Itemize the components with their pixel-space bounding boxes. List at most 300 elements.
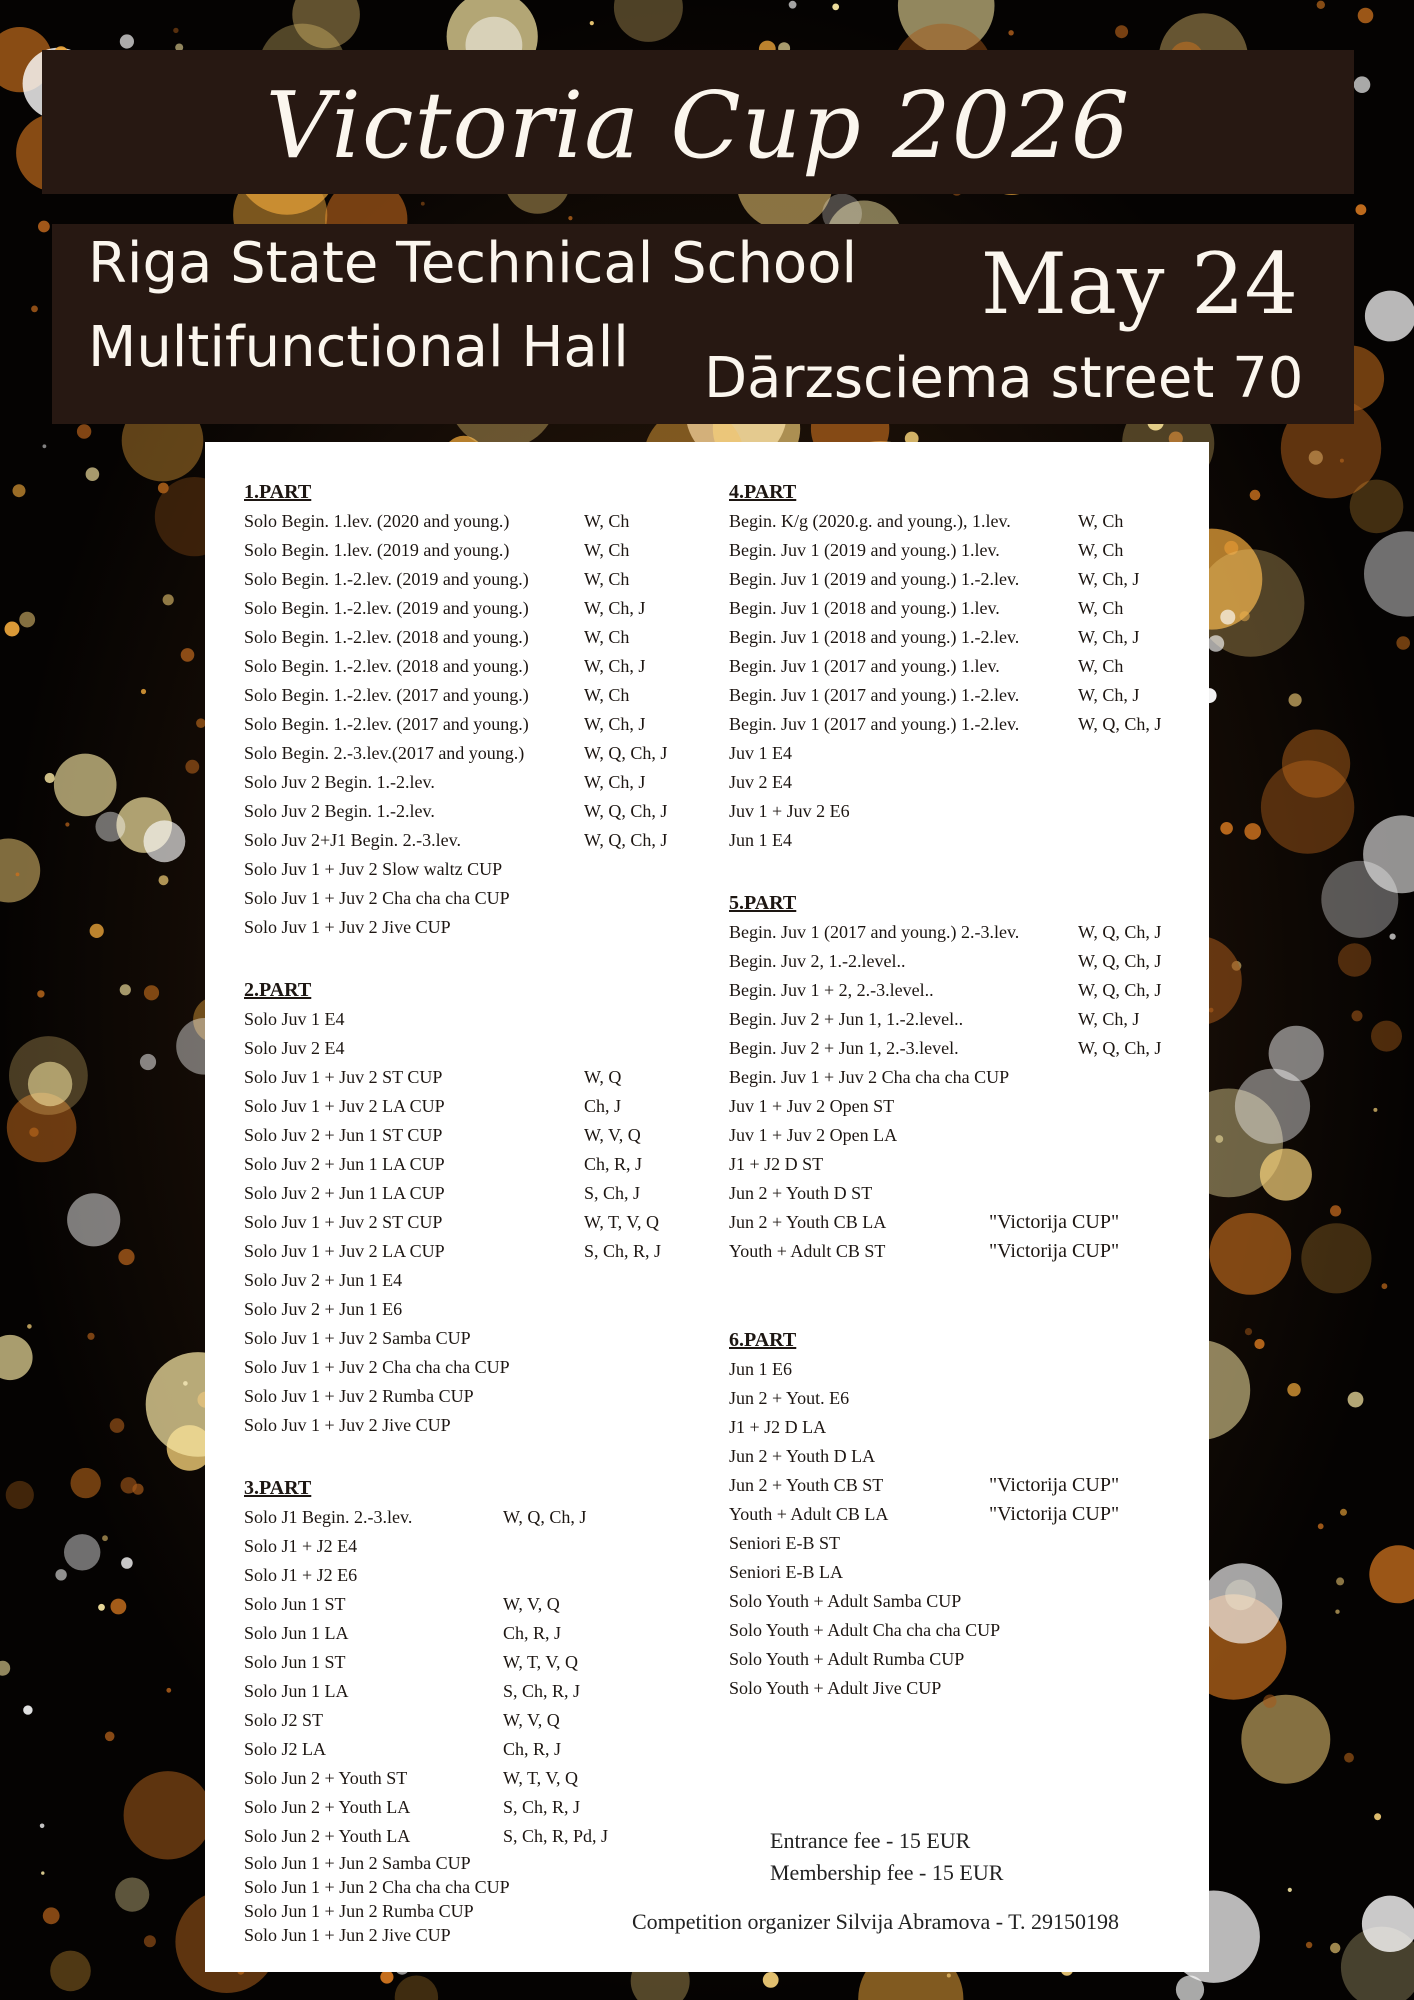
category-row — [729, 1558, 1189, 1587]
bokeh-dot — [1335, 1610, 1339, 1614]
category-name: Solo Juv 1 + Juv 2 ST CUP — [244, 1212, 443, 1232]
bokeh-dot — [1390, 934, 1396, 940]
category-name: Solo Begin. 1.-2.lev. (2017 and young.) — [244, 714, 529, 734]
category-dances: W, V, Q — [584, 1125, 641, 1145]
category-dances: Ch, R, J — [503, 1623, 562, 1643]
category-name: Solo J2 LA — [244, 1739, 327, 1759]
category-dances: S, Ch, R, Pd, J — [503, 1826, 609, 1846]
category-row — [244, 681, 684, 710]
category-row — [244, 1353, 684, 1382]
event-title: Victoria Cup 2026 — [265, 72, 1131, 179]
category-name: Solo Jun 1 ST — [244, 1594, 346, 1614]
category-dances: W, Ch — [1078, 540, 1124, 560]
category-dances: W, Q, Ch, J — [584, 743, 668, 763]
bokeh-dot — [19, 612, 35, 628]
category-name: Begin. Juv 1 (2017 and young.) 2.-3.lev. — [729, 922, 1020, 942]
category-name: Begin. Juv 1 (2019 and young.) 1.-2.lev. — [729, 569, 1020, 589]
category-name: Solo Juv 1 + Juv 2 LA CUP — [244, 1241, 445, 1261]
category-name: Solo Juv 1 + Juv 2 Jive CUP — [244, 1415, 451, 1435]
category-row — [244, 1034, 684, 1063]
part-section — [244, 1474, 684, 1947]
category-row — [244, 623, 684, 652]
category-name: Jun 1 E4 — [729, 830, 792, 850]
bokeh-dot — [1202, 1563, 1282, 1643]
spacer — [244, 942, 684, 976]
category-row — [729, 739, 1189, 768]
category-dances: W, T, V, Q — [503, 1768, 579, 1788]
bokeh-dot — [1354, 76, 1371, 93]
bokeh-dot — [1244, 823, 1261, 840]
category-row — [244, 1150, 684, 1179]
category-name: Solo Begin. 1.-2.lev. (2017 and young.) — [244, 685, 529, 705]
category-row — [729, 1179, 1189, 1208]
venue-banner — [52, 224, 1354, 424]
category-name: Solo Youth + Adult Jive CUP — [729, 1678, 942, 1698]
bokeh-dot — [568, 216, 572, 220]
bokeh-dot — [1245, 1328, 1252, 1335]
category-dances: W, Ch — [584, 685, 630, 705]
bokeh-dot — [1350, 480, 1404, 534]
category-name: Solo Juv 2+J1 Begin. 2.-3.lev. — [244, 830, 461, 850]
category-row — [729, 1384, 1189, 1413]
category-dances: W, Ch — [584, 627, 630, 647]
category-name: Begin. Juv 2 + Jun 1, 1.-2.level.. — [729, 1009, 964, 1029]
category-row — [729, 594, 1189, 623]
category-row — [729, 1092, 1189, 1121]
bokeh-dot — [1371, 1021, 1402, 1052]
category-dances: W, Ch, J — [584, 598, 646, 618]
bokeh-dot — [29, 1128, 38, 1137]
category-name: J1 + J2 D LA — [729, 1417, 827, 1437]
category-name: Begin. Juv 1 (2017 and young.) 1.lev. — [729, 656, 1000, 676]
category-row — [244, 855, 684, 884]
bokeh-dot — [1352, 1010, 1363, 1021]
category-name: Solo Begin. 2.-3.lev.(2017 and young.) — [244, 743, 525, 763]
bokeh-dot — [163, 594, 174, 605]
category-row — [244, 1411, 684, 1440]
part-section — [729, 478, 1189, 855]
category-name: Solo Jun 1 ST — [244, 1652, 346, 1672]
bokeh-dot — [13, 484, 26, 497]
category-dances: W, Q, Ch, J — [1078, 951, 1162, 971]
category-dances: S, Ch, R, J — [503, 1797, 581, 1817]
category-name: Solo Jun 2 + Youth LA — [244, 1797, 411, 1817]
category-name: Solo Jun 2 + Youth LA — [244, 1826, 411, 1846]
bokeh-dot — [166, 1688, 171, 1693]
category-row — [244, 1295, 684, 1324]
part-title: 1.PART — [244, 481, 312, 503]
category-name: Solo Juv 1 + Juv 2 Cha cha cha CUP — [244, 1357, 510, 1377]
category-name: Jun 2 + Youth CB ST — [729, 1475, 884, 1495]
bokeh-dot — [421, 202, 425, 206]
category-row — [244, 739, 684, 768]
bokeh-dot — [1330, 1205, 1341, 1216]
bokeh-dot — [71, 1468, 101, 1498]
category-row — [729, 652, 1189, 681]
bokeh-dot — [1382, 1283, 1388, 1289]
bokeh-dot — [102, 1535, 108, 1541]
bokeh-dot — [1344, 1753, 1354, 1763]
category-row — [244, 1764, 684, 1793]
category-row — [729, 947, 1189, 976]
category-row — [244, 1237, 684, 1266]
category-name: Solo Begin. 1.lev. (2019 and young.) — [244, 540, 510, 560]
bokeh-dot — [65, 822, 69, 826]
title-banner — [42, 50, 1354, 194]
bokeh-dot — [110, 1418, 125, 1433]
category-row — [729, 768, 1189, 797]
category-name: Youth + Adult CB ST — [729, 1241, 886, 1261]
bokeh-dot — [1220, 822, 1233, 835]
venue-hall: Multifunctional Hall — [88, 315, 629, 380]
category-name: Begin. K/g (2020.g. and young.), 1.lev. — [729, 511, 1011, 531]
venue-address: Dārzsciema street 70 — [704, 346, 1304, 411]
category-name: Solo Jun 1 + Jun 2 Jive CUP — [244, 1925, 451, 1945]
category-name: Solo Juv 1 + Juv 2 Samba CUP — [244, 1328, 471, 1348]
category-name: Jun 2 + Youth D LA — [729, 1446, 876, 1466]
category-name: Begin. Juv 1 (2017 and young.) 1.-2.lev. — [729, 685, 1020, 705]
category-dances: W, Ch, J — [584, 772, 646, 792]
bokeh-dot — [64, 1534, 100, 1570]
bokeh-dot — [1330, 1943, 1340, 1953]
category-row — [729, 1471, 1189, 1500]
bokeh-dot — [1340, 1509, 1347, 1516]
category-name: Solo Juv 2 Begin. 1.-2.lev. — [244, 772, 435, 792]
category-row — [244, 768, 684, 797]
category-name: Solo Youth + Adult Samba CUP — [729, 1591, 962, 1611]
part-title: 3.PART — [244, 1477, 312, 1499]
schedule-column-right — [729, 478, 1189, 1703]
category-name: Solo Begin. 1.-2.lev. (2018 and young.) — [244, 627, 529, 647]
category-name: Solo Jun 1 LA — [244, 1623, 349, 1643]
category-name: Solo Juv 2 E4 — [244, 1038, 345, 1058]
bokeh-dot — [37, 990, 44, 997]
category-name: Solo Juv 1 + Juv 2 Rumba CUP — [244, 1386, 474, 1406]
category-dances: "Victorija CUP" — [989, 1474, 1120, 1496]
category-row — [244, 826, 684, 855]
bokeh-dot — [98, 1604, 105, 1611]
bokeh-dot — [1373, 1108, 1377, 1112]
category-dances: W, Q, Ch, J — [584, 801, 668, 821]
category-name: Begin. Juv 1 (2018 and young.) 1.-2.lev. — [729, 627, 1020, 647]
category-row — [244, 1179, 684, 1208]
bokeh-dot — [789, 1, 797, 9]
bokeh-dot — [1209, 1213, 1291, 1295]
bokeh-dot — [1288, 1888, 1292, 1892]
bokeh-dot — [1301, 1223, 1371, 1293]
bokeh-dot — [1250, 490, 1261, 501]
part-title: 6.PART — [729, 1329, 797, 1351]
bokeh-dot — [50, 1951, 91, 1992]
category-row — [729, 826, 1189, 855]
bokeh-dot — [87, 1333, 94, 1340]
bokeh-dot — [1338, 943, 1371, 976]
category-dances: W, Ch — [584, 511, 630, 531]
category-name: Solo Jun 1 + Jun 2 Cha cha cha CUP — [244, 1877, 510, 1897]
category-row — [729, 1237, 1189, 1266]
category-row — [729, 1005, 1189, 1034]
bokeh-dot — [1358, 8, 1374, 24]
bokeh-dot — [1396, 636, 1410, 650]
entrance-fee: Entrance fee - 15 EUR — [770, 1828, 971, 1853]
category-name: Begin. Juv 1 + 2, 2.-3.level.. — [729, 980, 934, 1000]
category-row — [729, 1063, 1189, 1092]
bokeh-dot — [1321, 861, 1398, 938]
bokeh-dot — [40, 1824, 45, 1829]
bokeh-dot — [1282, 730, 1350, 798]
category-dances: W, V, Q — [503, 1594, 560, 1614]
category-row — [729, 1442, 1189, 1471]
bokeh-dot — [28, 1062, 72, 1106]
category-name: Solo Jun 2 + Youth ST — [244, 1768, 408, 1788]
part-title: 2.PART — [244, 979, 312, 1001]
category-dances: W, Ch, J — [1078, 1009, 1140, 1029]
category-name: Solo Juv 1 + Juv 2 ST CUP — [244, 1067, 443, 1087]
category-name: Solo Jun 1 LA — [244, 1681, 349, 1701]
category-name: J1 + J2 D ST — [729, 1154, 824, 1174]
category-name: Solo Juv 2 + Jun 1 ST CUP — [244, 1125, 443, 1145]
bokeh-dot — [185, 760, 199, 774]
category-name: Juv 1 + Juv 2 Open ST — [729, 1096, 895, 1116]
bokeh-dot — [1235, 1069, 1310, 1144]
category-dances: W, Q — [584, 1067, 622, 1087]
category-dances: Ch, R, J — [503, 1739, 562, 1759]
category-name: Solo J1 Begin. 2.-3.lev. — [244, 1507, 413, 1527]
category-name: Solo Begin. 1.-2.lev. (2019 and young.) — [244, 598, 529, 618]
category-dances: W, Ch, J — [1078, 627, 1140, 647]
category-dances: W, Q, Ch, J — [584, 830, 668, 850]
bokeh-dot — [1115, 25, 1128, 38]
category-name: Solo Juv 1 + Juv 2 Slow waltz CUP — [244, 859, 503, 879]
category-row — [244, 1648, 684, 1677]
category-name: Solo J1 + J2 E4 — [244, 1536, 358, 1556]
category-name: Solo Youth + Adult Cha cha cha CUP — [729, 1620, 1001, 1640]
bokeh-dot — [124, 1771, 212, 1859]
category-row — [729, 1529, 1189, 1558]
category-row — [729, 1208, 1189, 1237]
bokeh-dot — [159, 875, 169, 885]
category-name: Solo Youth + Adult Rumba CUP — [729, 1649, 965, 1669]
bokeh-dot — [54, 754, 117, 817]
category-name: Solo Juv 2 + Jun 1 E6 — [244, 1299, 403, 1319]
category-name: Solo Juv 1 E4 — [244, 1009, 345, 1029]
category-name: Solo Juv 1 + Juv 2 LA CUP — [244, 1096, 445, 1116]
category-dances: S, Ch, R, J — [503, 1681, 581, 1701]
category-name: Juv 1 E4 — [729, 743, 792, 763]
category-row — [244, 1677, 684, 1706]
category-name: Begin. Juv 2, 1.-2.level.. — [729, 951, 906, 971]
bokeh-dot — [45, 773, 55, 783]
category-dances: W, Q, Ch, J — [1078, 714, 1162, 734]
bokeh-dot — [181, 648, 195, 662]
category-row — [729, 1587, 1189, 1616]
category-name: Solo Juv 2 + Jun 1 LA CUP — [244, 1183, 445, 1203]
category-row — [729, 1121, 1189, 1150]
category-name: Solo Jun 1 + Jun 2 Rumba CUP — [244, 1901, 474, 1921]
category-row — [244, 797, 684, 826]
category-name: Jun 2 + Youth CB LA — [729, 1212, 887, 1232]
category-row — [729, 536, 1189, 565]
bokeh-dot — [86, 467, 100, 481]
category-name: Begin. Juv 1 + Juv 2 Cha cha cha CUP — [729, 1067, 1010, 1087]
category-name: Solo J1 + J2 E6 — [244, 1565, 358, 1585]
category-row — [729, 1674, 1189, 1703]
bokeh-dot — [380, 1970, 393, 1983]
bokeh-dot — [763, 1972, 779, 1988]
bokeh-dot — [41, 1871, 44, 1874]
category-dances: W, Ch, J — [1078, 685, 1140, 705]
category-dances: W, Ch — [584, 540, 630, 560]
bokeh-dot — [121, 1557, 133, 1569]
category-dances: W, Ch — [1078, 656, 1124, 676]
bokeh-dot — [590, 21, 594, 25]
category-dances: S, Ch, J — [584, 1183, 641, 1203]
category-name: Solo Jun 1 + Jun 2 Samba CUP — [244, 1853, 471, 1873]
part-section — [244, 976, 684, 1440]
bokeh-dot — [832, 4, 839, 11]
category-dances: "Victorija CUP" — [989, 1211, 1120, 1233]
bokeh-dot — [120, 984, 131, 995]
spacer — [244, 1440, 684, 1474]
bokeh-dot — [1365, 291, 1414, 342]
category-dances: W, Ch, J — [1078, 569, 1140, 589]
category-name: Seniori E-B ST — [729, 1533, 840, 1553]
category-row — [244, 1561, 684, 1590]
bokeh-dot — [55, 1569, 66, 1580]
category-row — [244, 1793, 684, 1822]
category-dances: S, Ch, R, J — [584, 1241, 662, 1261]
category-row — [244, 1590, 684, 1619]
bokeh-dot — [43, 444, 47, 448]
category-dances: W, Q, Ch, J — [503, 1507, 587, 1527]
category-name: Solo Begin. 1.lev. (2020 and young.) — [244, 511, 510, 531]
category-row — [729, 1150, 1189, 1179]
bokeh-dot — [1287, 1383, 1300, 1396]
category-row — [729, 1413, 1189, 1442]
bokeh-dot — [1336, 1577, 1344, 1585]
category-row — [244, 884, 684, 913]
category-row — [244, 1063, 684, 1092]
category-name: Solo Juv 1 + Juv 2 Cha cha cha CUP — [244, 888, 510, 908]
category-row — [244, 1923, 684, 1947]
bokeh-dot — [77, 424, 91, 438]
bokeh-dot — [144, 1935, 156, 1947]
category-name: Solo Juv 1 + Juv 2 Jive CUP — [244, 917, 451, 937]
category-row — [729, 710, 1189, 739]
bokeh-dot — [1374, 1813, 1381, 1820]
part-section — [729, 889, 1189, 1266]
fees-block — [770, 1825, 1003, 1889]
category-name: Juv 2 E4 — [729, 772, 792, 792]
category-row — [244, 1899, 684, 1923]
bokeh-dot — [1306, 1942, 1312, 1948]
category-row — [244, 1706, 684, 1735]
category-row — [244, 1005, 684, 1034]
bokeh-dot — [23, 1705, 32, 1714]
bokeh-dot — [27, 1324, 32, 1329]
category-row — [729, 976, 1189, 1005]
category-row — [244, 565, 684, 594]
bokeh-dot — [141, 689, 146, 694]
bokeh-dot — [1318, 1523, 1324, 1529]
bokeh-dot — [105, 1732, 115, 1742]
category-dances: Ch, R, J — [584, 1154, 643, 1174]
category-row — [244, 1208, 684, 1237]
membership-fee: Membership fee - 15 EUR — [770, 1860, 1004, 1885]
category-row — [244, 1121, 684, 1150]
bokeh-dot — [90, 924, 104, 938]
schedule-column-left — [244, 478, 684, 1947]
bokeh-dot — [16, 873, 20, 877]
category-row — [729, 918, 1189, 947]
bokeh-dot — [1008, 30, 1013, 35]
bokeh-dot — [132, 1484, 143, 1495]
category-row — [729, 1355, 1189, 1384]
category-row — [244, 913, 684, 942]
category-name: Solo Begin. 1.-2.lev. (2018 and young.) — [244, 656, 529, 676]
spacer — [729, 855, 1189, 889]
bokeh-dot — [1254, 1339, 1264, 1349]
category-dances: W, T, V, Q — [503, 1652, 579, 1672]
bokeh-dot — [173, 28, 178, 33]
bokeh-dot — [43, 1907, 60, 1924]
category-name: Solo Juv 2 + Jun 1 LA CUP — [244, 1154, 445, 1174]
bokeh-dot — [118, 1249, 134, 1265]
category-row — [244, 507, 684, 536]
bokeh-dot — [1263, 1695, 1276, 1708]
category-dances: W, Q, Ch, J — [1078, 922, 1162, 942]
category-row — [244, 1092, 684, 1121]
category-name: Jun 1 E6 — [729, 1359, 792, 1379]
category-row — [729, 797, 1189, 826]
category-row — [729, 1500, 1189, 1529]
category-row — [244, 1875, 684, 1899]
category-name: Solo Juv 2 + Jun 1 E4 — [244, 1270, 403, 1290]
bokeh-dot — [38, 221, 50, 233]
category-dances: Ch, J — [584, 1096, 622, 1116]
category-name: Juv 1 + Juv 2 Open LA — [729, 1125, 898, 1145]
category-dances: "Victorija CUP" — [989, 1503, 1120, 1525]
bokeh-dot — [6, 1481, 34, 1509]
category-row — [729, 565, 1189, 594]
category-row — [729, 681, 1189, 710]
schedule-sheet — [205, 442, 1209, 1972]
category-dances: W, Ch — [584, 569, 630, 589]
category-name: Jun 2 + Yout. E6 — [729, 1388, 850, 1408]
category-row — [244, 1822, 684, 1851]
category-name: Solo Juv 2 Begin. 1.-2.lev. — [244, 801, 435, 821]
category-row — [244, 536, 684, 565]
bokeh-dot — [31, 306, 38, 313]
bokeh-dot — [140, 1054, 156, 1070]
bokeh-dot — [1260, 1149, 1312, 1201]
part-section — [729, 1326, 1189, 1703]
part-section — [244, 478, 684, 942]
bokeh-dot — [1220, 610, 1235, 625]
spacer — [729, 1266, 1189, 1326]
category-row — [244, 652, 684, 681]
category-dances: "Victorija CUP" — [989, 1240, 1120, 1262]
bokeh-dot — [120, 34, 134, 48]
category-name: Begin. Juv 1 (2018 and young.) 1.lev. — [729, 598, 1000, 618]
category-dances: W, Ch — [1078, 511, 1124, 531]
bokeh-dot — [5, 622, 20, 637]
category-dances: W, Ch, J — [584, 656, 646, 676]
category-name: Youth + Adult CB LA — [729, 1504, 889, 1524]
category-dances: W, Q, Ch, J — [1078, 1038, 1162, 1058]
category-name: Solo Begin. 1.-2.lev. (2019 and young.) — [244, 569, 529, 589]
organizer-contact: Competition organizer Silvija Abramova - T. 29150198 — [632, 1909, 1119, 1934]
